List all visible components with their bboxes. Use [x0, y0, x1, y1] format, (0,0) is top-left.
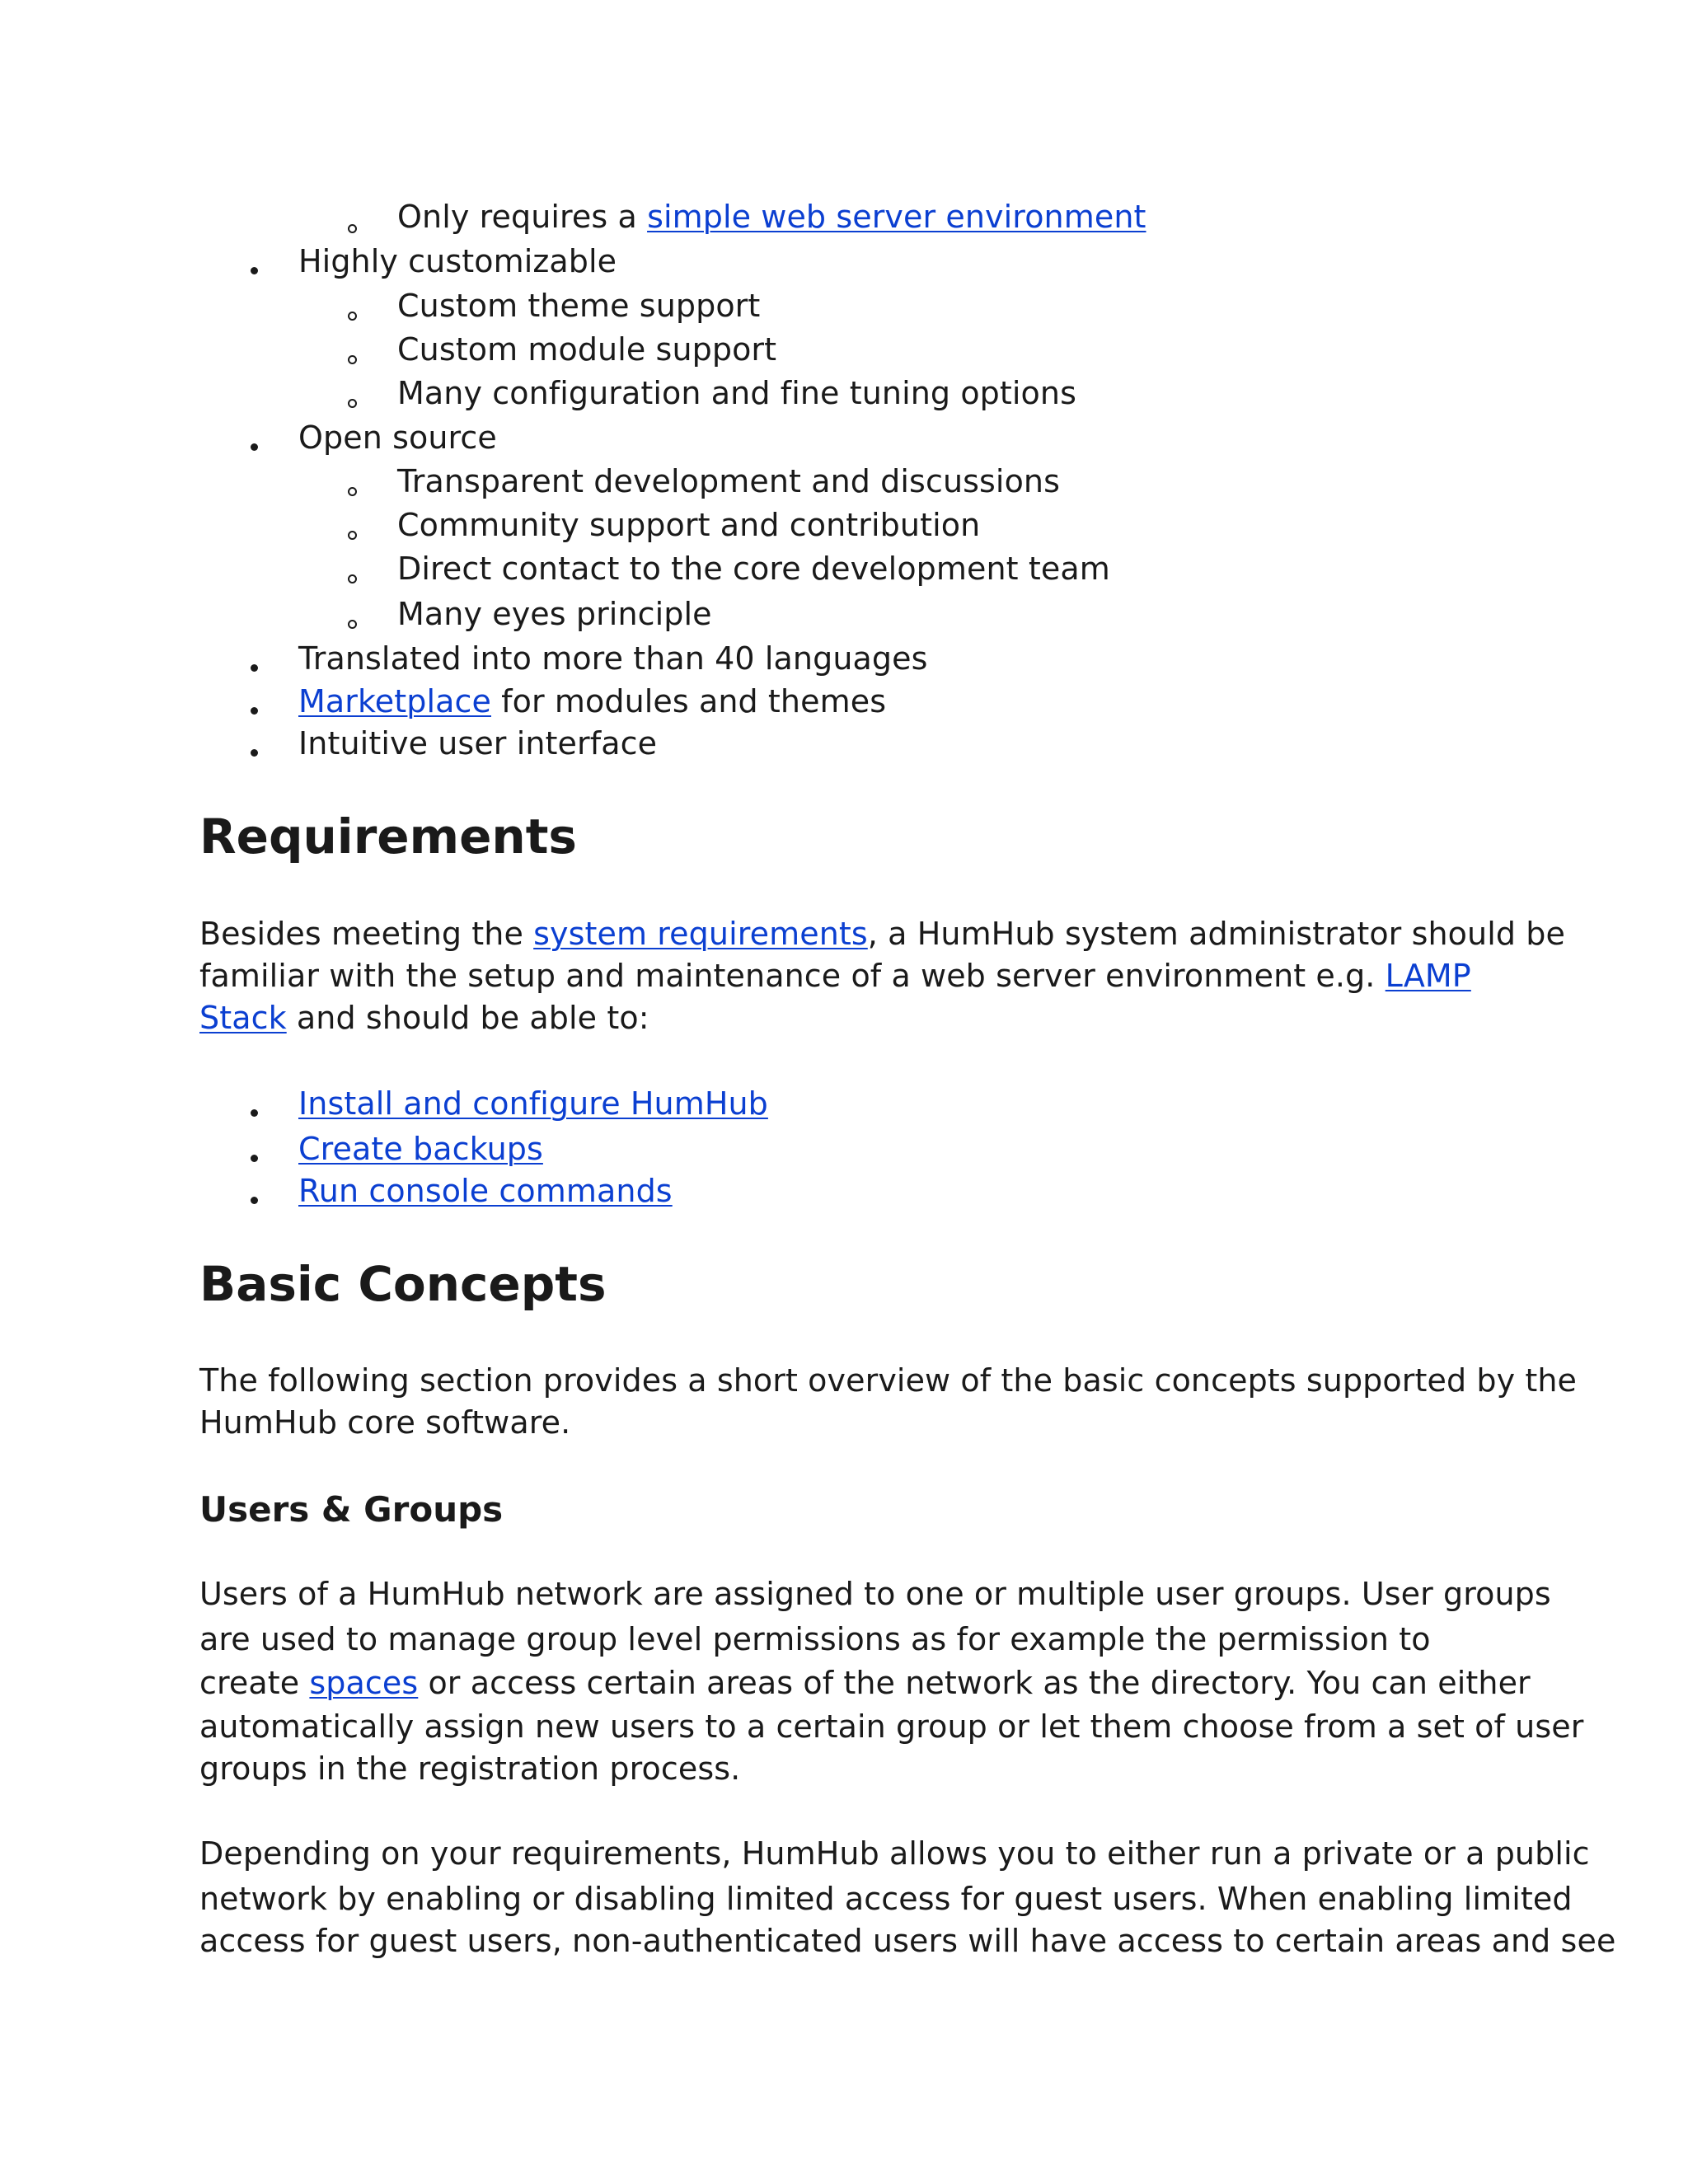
list-item: Custom theme support [397, 288, 761, 324]
run-console-commands-link[interactable]: Run console commands [298, 1173, 673, 1209]
basic-concepts-heading: Basic Concepts [199, 1256, 607, 1312]
bullet-icon [251, 1197, 258, 1204]
users-groups-paragraph-line: groups in the registration process. [199, 1750, 741, 1787]
users-groups-paragraph-line: create spaces or access certain areas of the network as the directory. You can either [199, 1665, 1531, 1701]
list-item: Open source [298, 419, 497, 456]
users-groups-paragraph-line: network by enabling or disabling limited access for guest users. When enabling limited [199, 1881, 1573, 1917]
list-item: Many eyes principle [397, 596, 712, 632]
bullet-icon [251, 1155, 258, 1162]
users-groups-paragraph-line: Depending on your requirements, HumHub allows you to either run a private or a public [199, 1835, 1590, 1872]
requirements-heading: Requirements [199, 808, 577, 865]
requirements-paragraph-line: familiar with the setup and maintenance of a web server environment e.g. LAMP [199, 958, 1471, 994]
requirements-paragraph-line: Besides meeting the system requirements, a HumHub system administrator should be [199, 916, 1565, 952]
bullet-icon [251, 267, 258, 274]
bullet-icon [251, 664, 258, 672]
sub-bullet-icon [348, 531, 357, 540]
basic-concepts-paragraph-line: HumHub core software. [199, 1404, 571, 1441]
sub-bullet-icon [348, 355, 357, 364]
list-item: Direct contact to the core development team [397, 551, 1110, 587]
list-item [298, 1130, 543, 1168]
list-item: Marketplace for modules and themes [298, 683, 887, 719]
list-item [298, 1085, 768, 1122]
sub-bullet-icon [348, 620, 357, 629]
users-groups-paragraph-line: are used to manage group level permissions as for example the permission to [199, 1621, 1431, 1657]
bullet-icon [251, 749, 258, 757]
list-item: Highly customizable [298, 243, 617, 279]
users-groups-paragraph-line: access for guest users, non-authenticated users will have access to certain areas and see [199, 1923, 1616, 1959]
list-item: Transparent development and discussions [397, 463, 1061, 499]
lamp-stack-link-cont[interactable]: Stack [199, 1000, 287, 1036]
list-item [298, 1172, 673, 1210]
spaces-link[interactable]: spaces [309, 1665, 419, 1701]
basic-concepts-paragraph-line: The following section provides a short overview of the basic concepts supported by the [199, 1362, 1578, 1399]
users-groups-paragraph-line: automatically assign new users to a certain group or let them choose from a set of user [199, 1708, 1584, 1745]
users-groups-paragraph-line: Users of a HumHub network are assigned to one or multiple user groups. User groups [199, 1576, 1551, 1612]
bullet-icon [251, 1109, 258, 1117]
sub-bullet-icon [348, 224, 357, 233]
bullet-icon [251, 443, 258, 451]
simple-web-server-link[interactable]: simple web server environment [647, 199, 1146, 235]
marketplace-link[interactable]: Marketplace [298, 683, 491, 719]
requirements-paragraph-line: Stack and should be able to: [199, 1000, 649, 1036]
list-item: Only requires a simple web server environment [397, 199, 1146, 235]
lamp-stack-link[interactable]: LAMP [1385, 958, 1471, 994]
system-requirements-link[interactable]: system requirements [533, 916, 868, 952]
sub-bullet-icon [348, 399, 357, 408]
sub-bullet-icon [348, 312, 357, 321]
list-item: Custom module support [397, 331, 777, 368]
bullet-icon [251, 707, 258, 715]
install-configure-link[interactable]: Install and configure HumHub [298, 1085, 768, 1122]
list-item: Many configuration and fine tuning options [397, 375, 1076, 411]
list-item: Translated into more than 40 languages [298, 640, 928, 677]
sub-bullet-icon [348, 574, 357, 583]
list-item: Community support and contribution [397, 507, 981, 543]
list-item: Intuitive user interface [298, 725, 658, 762]
create-backups-link[interactable]: Create backups [298, 1131, 543, 1167]
sub-bullet-icon [348, 487, 357, 496]
users-groups-heading: Users & Groups [199, 1489, 504, 1530]
